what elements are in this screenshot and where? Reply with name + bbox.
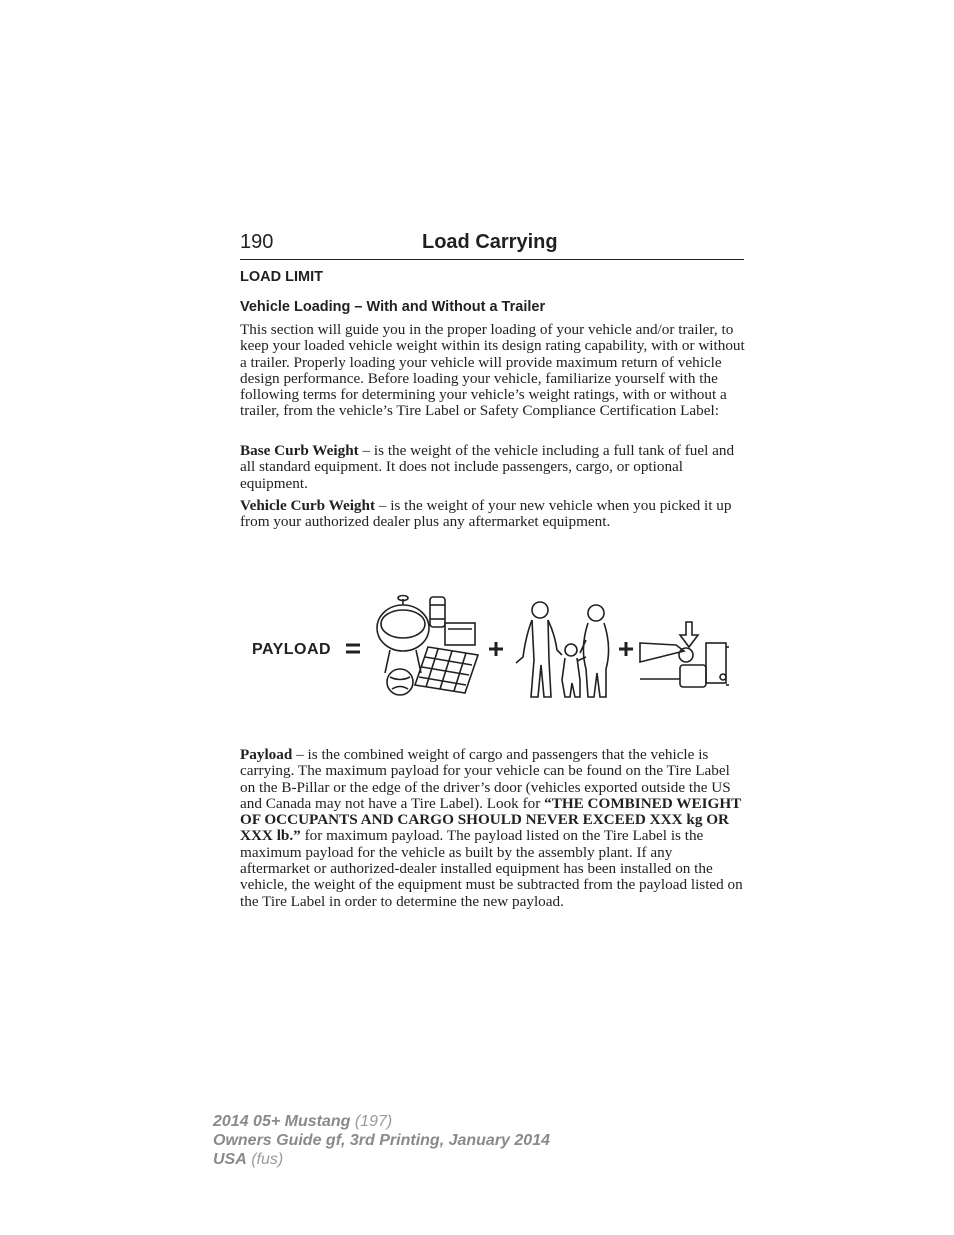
chapter-title: Load Carrying [422,231,558,253]
plus-sign-icon-2 [619,642,633,656]
footer-market: USA [213,1151,247,1168]
payload-diagram [240,585,740,710]
footer-market-code: (fus) [246,1151,284,1168]
payload-text-after: for maximum payload. The payload listed on the Tire Label is the maximum payload for the vehicle as built by the assembly plant. If any aftermarket or authorized-dealer installed equipment has been installed on the vehicle, the weight of the equipment must be subtracted from the payload listed on the Tire Label in order to determine the new payload. [240,827,743,910]
equals-sign-icon [346,645,360,652]
base-curb-weight-term: Base Curb Weight [240,442,359,459]
footer-line-2: Owners Guide gf, 3rd Printing, January 2014 [213,1132,550,1149]
vehicle-curb-weight-paragraph [240,498,746,531]
page-number: 190 [240,231,274,253]
footer-model-code: (197) [350,1113,393,1130]
payload-text-before: – is the combined weight of cargo and passengers that the vehicle is carrying. The maximum payload for your vehicle can be found on the Tire Label on the B-Pillar or the edge of the driver’s door (vehicles exported outside the US and Canada may not have a Tire Label). Look for [240,746,731,812]
footer-line-3 [213,1150,550,1169]
intro-paragraph: This section will guide you in the proper loading of your vehicle and/or trailer, to keep your loaded vehicle weight within its design rating capability, with or without a trailer. Properly loading your vehicle will provide maximum return of vehicle design performance. Before loading your vehicle, familiarize yourself with the following terms for determining your vehicle’s weight ratings, with or without a trailer, from the vehicle’s Tire Label or Safety Compliance Certification Label: [240,321,745,420]
payload-paragraph [240,747,746,910]
payload-illustration [240,585,740,710]
base-curb-weight-paragraph [240,443,746,492]
payload-emphasis: “THE COMBINED WEIGHT OF OCCUPANTS AND CARGO SHOULD NEVER EXCEED XXX kg OR XXX lb.” [240,794,742,845]
page-footer [213,1112,550,1169]
plus-sign-icon [489,642,503,656]
section-title: LOAD LIMIT [240,269,323,285]
vehicle-curb-weight-term: Vehicle Curb Weight [240,497,376,514]
page-header [240,229,744,260]
footer-line-1 [213,1112,550,1131]
payload-label: PAYLOAD [252,641,332,658]
trailer-hitch-icon [640,622,729,687]
family-passengers-icon [516,602,609,697]
cargo-icon [377,596,478,696]
vehicle-curb-weight-definition: – is the weight of your new vehicle when you picked it up from your authorized dealer plus any aftermarket equipment. [240,497,732,531]
payload-term: Payload [240,746,293,763]
base-curb-weight-definition: – is the weight of the vehicle including a full tank of fuel and all standard equipment. It does not include passengers, cargo, or optional equipment. [240,442,735,492]
subsection-title: Vehicle Loading – With and Without a Trailer [240,299,546,315]
footer-model: 2014 05+ Mustang [213,1113,351,1130]
